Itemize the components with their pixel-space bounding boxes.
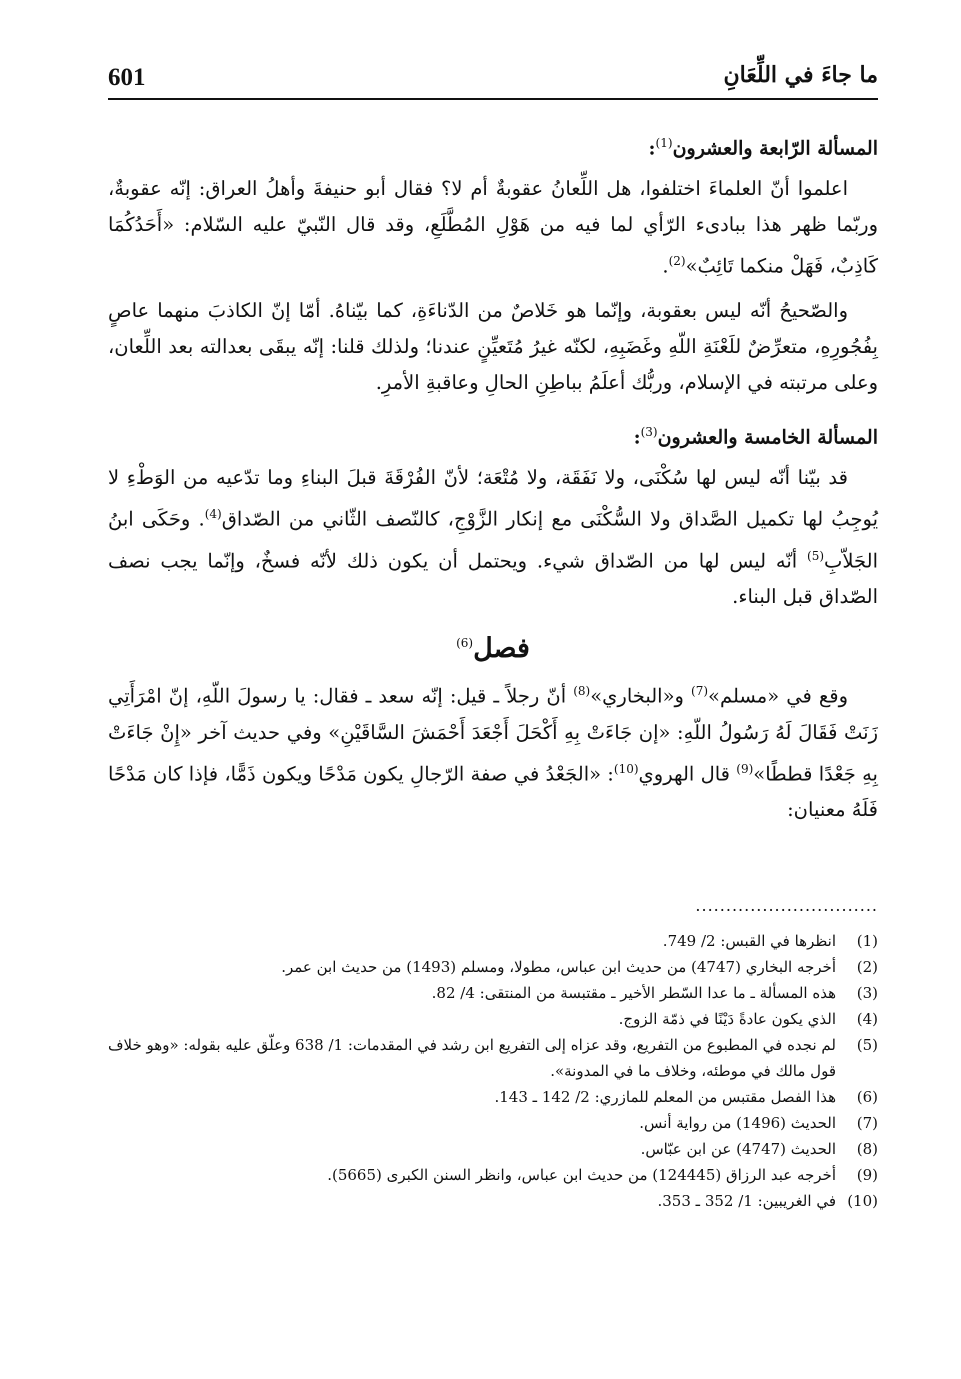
running-title: ما جاءَ في اللِّعَانِ	[723, 62, 878, 88]
footnote-text: هذه المسألة ـ ما عدا السّطر الأخير ـ مقتبسة من المنتقى: 4/ 82.	[431, 984, 836, 1002]
footnote-ref-1[interactable]: (1)	[655, 136, 673, 150]
fasl-heading	[108, 623, 878, 669]
footnote-ref-9[interactable]: (9)	[736, 761, 754, 776]
footnote-text: في الغريبين: 1/ 352 ـ 353.	[657, 1192, 836, 1210]
footnote-ref-4[interactable]: (4)	[204, 507, 222, 522]
footnote-number: (3)	[856, 984, 878, 1002]
footnote-ref-6[interactable]: (6)	[456, 636, 474, 651]
footnote-text: الذي يكون عادةً دَيْنًا في ذمّة الزوج.	[618, 1010, 836, 1028]
footnotes-list	[108, 928, 878, 1214]
footnote-number: (7)	[856, 1114, 878, 1132]
section-25-text-a: قد بيّنا أنّه ليس لها سُكْنَى، ولا نَفَقَة، ولا مُتْعَة؛ لأنّ الفُرْقَةَ قبلَ البناءِ وما تدّعيه من الوَطْءِ لا يُوجِبُ لها تكميل الصَّداق ولا السُّكْنَى مع إنكار الزَّوْجِ، كالنّصف الثّاني من الصّداق	[108, 466, 878, 531]
fasl-text-c: أنّ رجلاً ـ قيل: إنّه سعد ـ فقال: يا رسولَ اللّهِ، إنّ امْرَأَتِي زَنَتْ فَقَالَ لَهُ رَسُولُ اللّهِ: «إن جَاءَتْ بِهِ أَكْحَلَ أَجْعَدَ أَحْمَشَ السَّاقَيْنِ» وفي حديث آخر «إِنْ جَاءَتْ بِهِ جَعْدًا قططًا»	[108, 684, 878, 786]
section-25-text-b: . وحَكَى ابنُ الجَلاّبِ	[108, 507, 878, 573]
page-number: 601	[108, 64, 146, 91]
footnote-text: انظرها في القبس: 2/ 749.	[662, 932, 836, 950]
footnote-item	[108, 1006, 878, 1032]
page-header	[108, 58, 878, 100]
section-24-heading-text: المسألة الرّابعة والعشرون	[672, 137, 878, 160]
fasl-text-e: : «الجَعْدُ في صفة الرّجالِ يكون مَدْحًا ويكون ذَمًّا، فإذا كان مَدْحًا فَلَهُ معنيان:	[108, 762, 878, 822]
footnote-number: (9)	[856, 1166, 878, 1184]
footnote-text: أخرجه عبد الرزاق (124445) من حديث ابن عباس، وانظر السنن الكبرى (5665).	[327, 1166, 836, 1184]
footnote-number: (4)	[856, 1010, 878, 1028]
fasl-title: فصل	[473, 633, 530, 665]
footnote-separator: ..............................	[695, 896, 878, 915]
footnote-number: (10)	[847, 1192, 878, 1210]
footnote-item	[108, 1032, 878, 1084]
footnote-item	[108, 1162, 878, 1188]
section-25-paragraph	[108, 460, 878, 615]
footnote-text: أخرجه البخاري (4747) من حديث ابن عباس، مطولا، ومسلم (1493) من حديث ابن عمر.	[281, 958, 836, 976]
footnote-ref-5[interactable]: (5)	[807, 548, 825, 563]
footnote-text: الحديث (4747) عن ابن عبّاس.	[640, 1140, 836, 1158]
section-25-text-c: أنّه ليس لها من الصّداق شيء. ويحتمل أن يكون ذلك لأنّه فسخٌ، وإنّما يجب نصف الصّداق قبل البناء.	[108, 549, 878, 609]
footnote-number: (2)	[856, 958, 878, 976]
footnote-text: هذا الفصل مقتبس من المعلم للمازري: 2/ 142 ـ 143.	[494, 1088, 836, 1106]
footnote-item	[108, 954, 878, 980]
section-24-paragraph-2: والصّحيحُ أنّه ليس بعقوبة، وإنّما هو خَلاصٌ من الدّناءَةِ، كما بيّناهُ. أمّا إنّ الكاذبَ منهما عاصٍ بِفُجُورِهِ، متعرِّضٌ للَعْنَةِ اللّهِ وغَضَبِهِ، لكنّه غيرُ مُتَعيِّنٍ عندنا؛ ولذلك قلنا: إنّه يبقَى بعدالته بعد اللِّعان، وعلى مرتبته في الإسلام، وربُّك أعلَمُ بباطِنِ الحالِ وعاقبةِ الأمرِ.	[108, 298, 878, 394]
footnote-ref-7[interactable]: (7)	[691, 684, 709, 699]
section-25-heading: المسألة الخامسة والعشرون$^{(3)}$:	[633, 424, 878, 449]
footnote-text: لم نجده في المطبوع من التفريع، وقد عزاه إلى التفريع ابن رشد في المقدمات: 1/ 638 وعلّق عليه بقوله: «وهو خلاف قول مالك في موطئه، وخلاف ما في المدونة».	[108, 1036, 836, 1080]
section-24-heading: المسألة الرّابعة والعشرون$^{(1)}$:	[648, 136, 878, 160]
footnote-ref-10[interactable]: (10)	[613, 761, 639, 776]
footnote-ref-8[interactable]: (8)	[573, 684, 591, 699]
fasl-text-a: وقع في «مسلم»	[708, 684, 848, 708]
footnote-number: (6)	[856, 1088, 878, 1106]
footnote-item	[108, 980, 878, 1006]
fasl-paragraph	[108, 673, 878, 828]
section-24-paragraph-1-text: اعلموا أنّ العلماءَ اختلفوا، هل اللِّعانُ عقوبةٌ أم لا؟ فقال أبو حنيفةَ وأهلُ العراق: إنّه عقوبةٌ، وربّما ظهر هذا ببادىء الرّأي لما فيه من هَوْلِ المُطَّلَعِ، وقد قال النّبيّ عليه السّلام: «أَحَدُكُمَا كَاذِبٌ، فَهَلْ منكما تَائِبٌ»	[108, 177, 878, 278]
footnote-number: (1)	[856, 932, 878, 950]
footnote-item	[108, 1136, 878, 1162]
footnote-item	[108, 1110, 878, 1136]
fasl-text-b: و«البخاري»	[590, 684, 692, 708]
footnote-ref-3[interactable]: (3)	[640, 424, 658, 439]
main-text	[108, 112, 878, 836]
fasl-text-d: قال الهروي	[638, 762, 737, 786]
footnote-item	[108, 1084, 878, 1110]
footnote-text: الحديث (1496) من رواية أنس.	[639, 1114, 836, 1132]
section-24-paragraph-1: اعلموا أنّ العلماءَ اختلفوا، هل اللِّعانُ عقوبةٌ أم لا؟ فقال أبو حنيفةَ وأهلُ العراق: إنّه عقوبةٌ، وربّما ظهر هذا ببادىء الرّأي لما فيه من هَوْلِ المُطَّلَعِ، وقد قال النّبيّ عليه السّلام: «أَحَدُكُمَا كَاذِبٌ، فَهَلْ منكما تَائِبٌ»$^{(2)}$.	[108, 177, 878, 278]
footnote-item	[108, 928, 878, 954]
section-25-heading-text: المسألة الخامسة والعشرون	[657, 426, 878, 449]
footnote-ref-2[interactable]: (2)	[668, 254, 686, 269]
footnote-number: (5)	[856, 1036, 878, 1054]
footnote-number: (8)	[856, 1140, 878, 1158]
footnote-item	[108, 1188, 878, 1214]
